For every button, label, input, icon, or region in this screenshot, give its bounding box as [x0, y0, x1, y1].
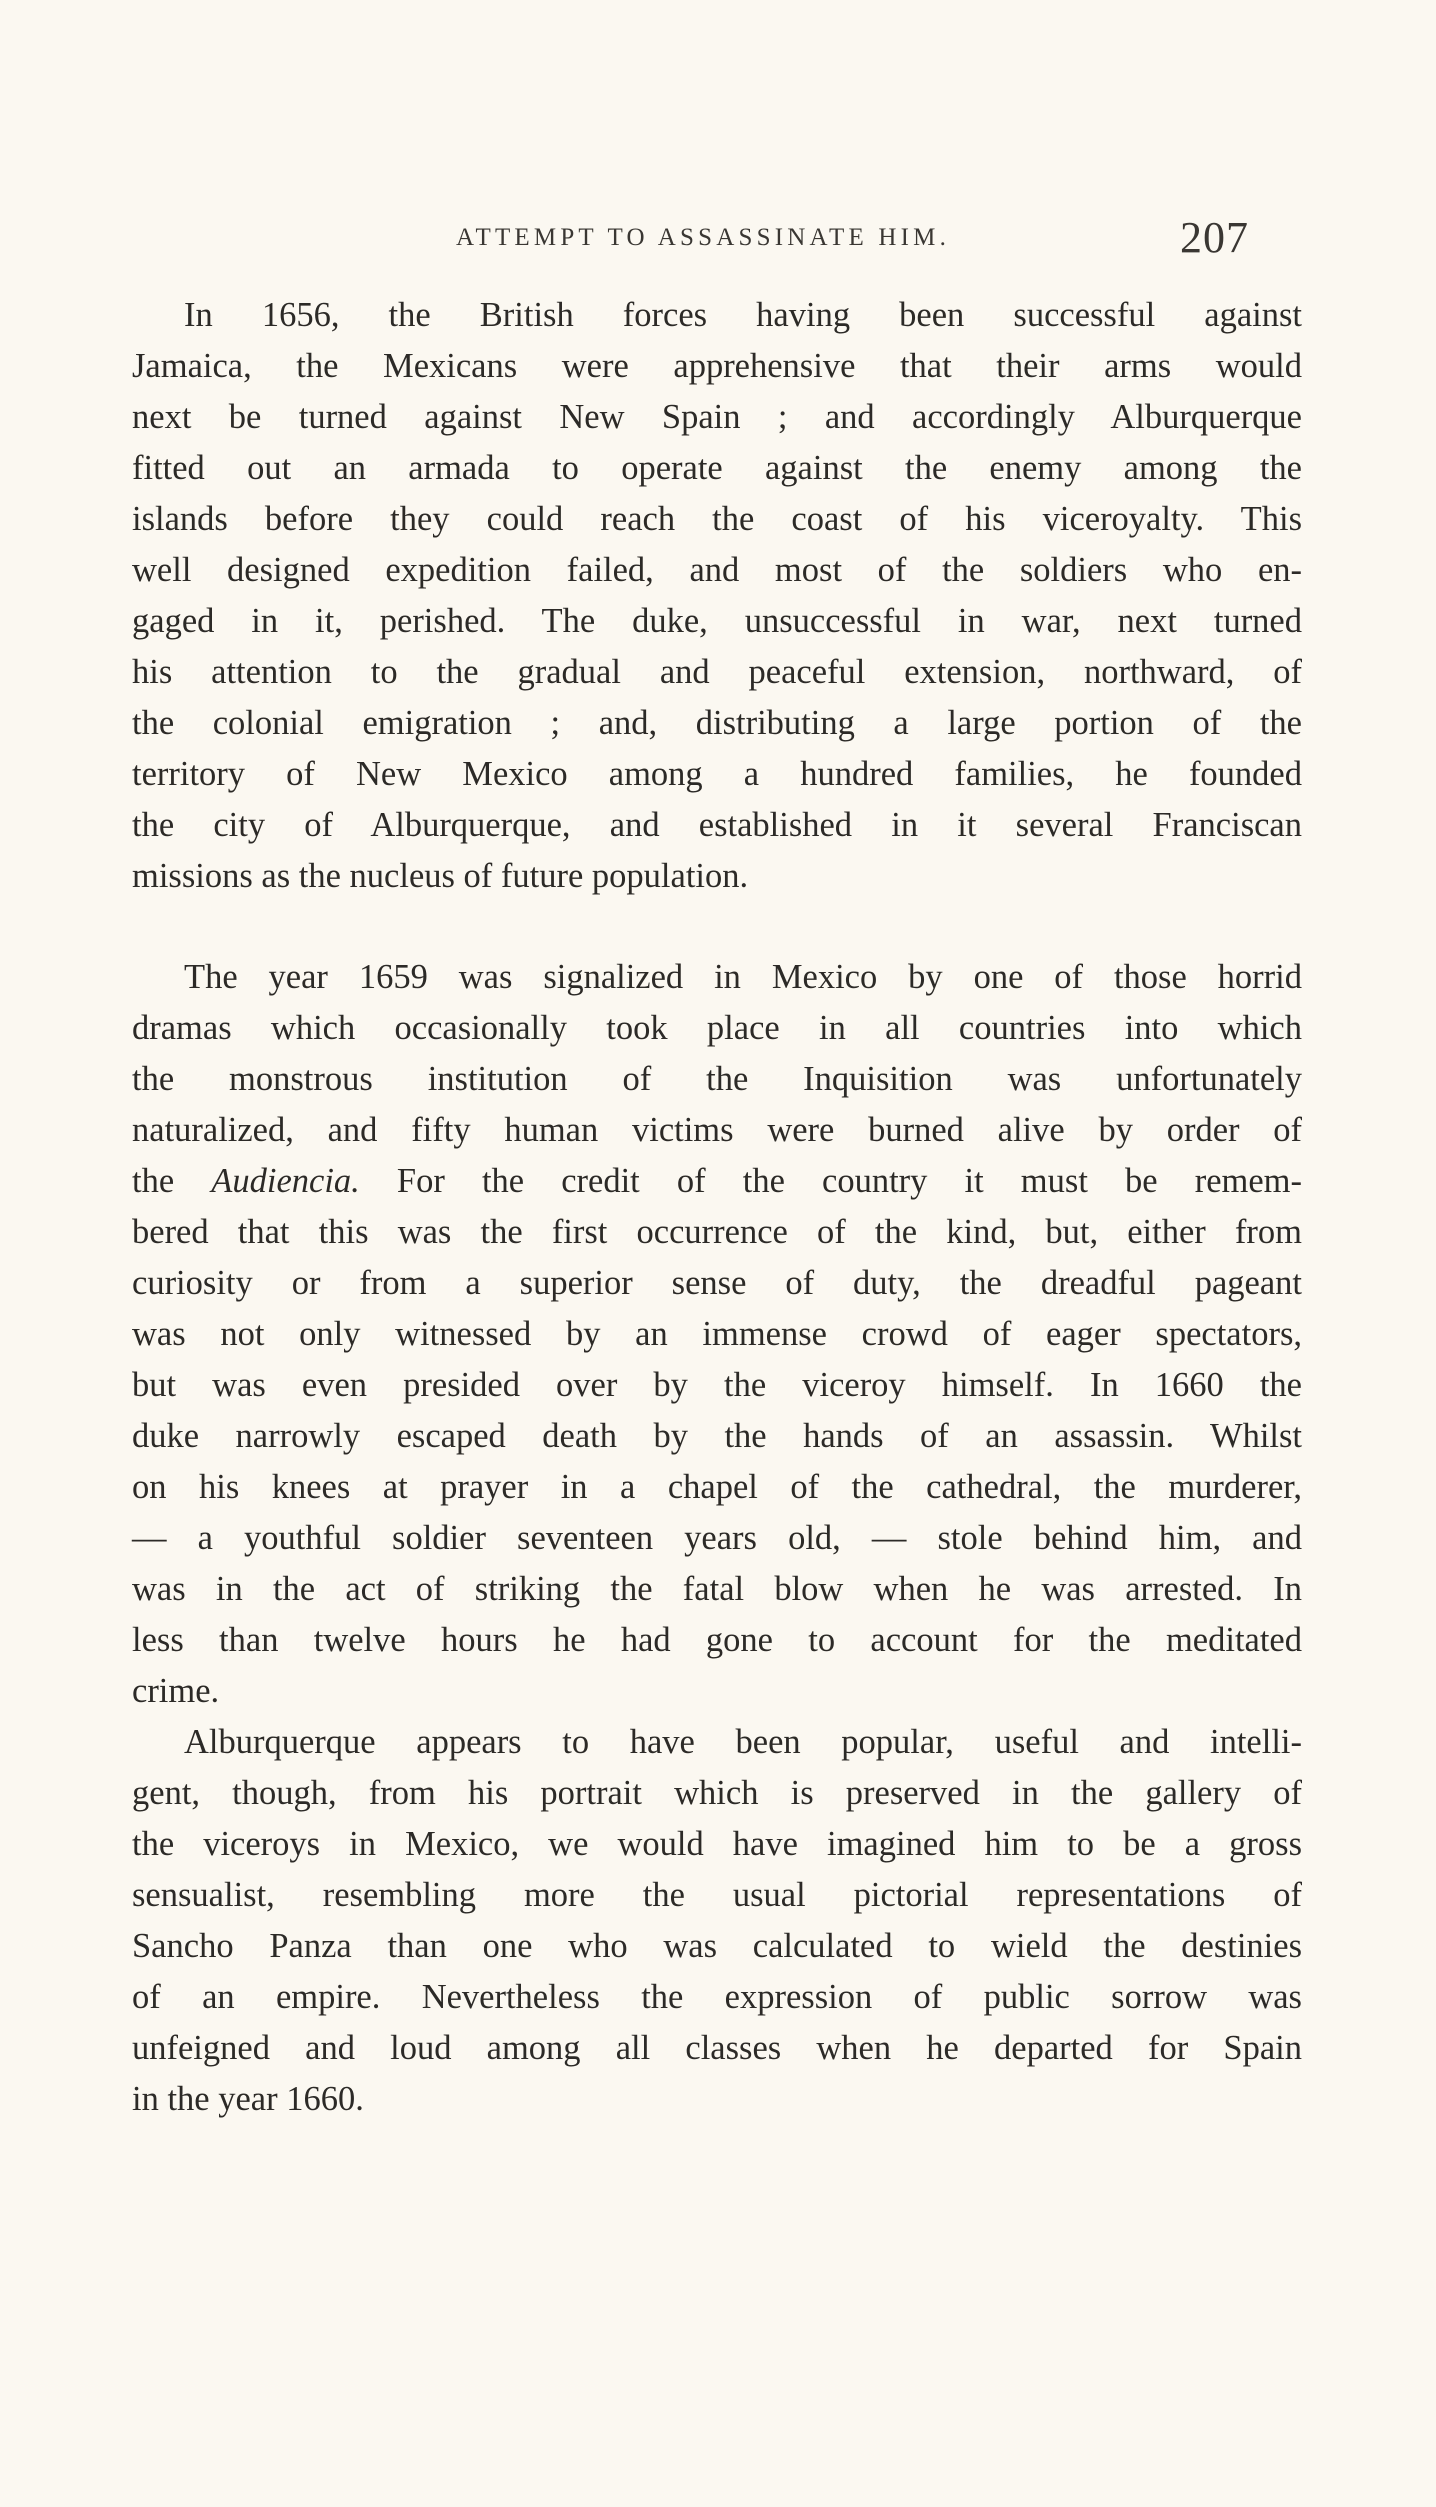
text-line: missions as the nucleus of future population.: [132, 857, 749, 895]
text-line: — a youthful soldier seventeen years old, — stole behind him, and: [132, 1519, 1302, 1557]
text-line: of an empire. Nevertheless the expression of public sorrow was: [132, 1978, 1302, 2016]
text-line: fitted out an armada to operate against the enemy among the: [132, 449, 1302, 487]
text-line: on his knees at prayer in a chapel of the cathedral, the murderer,: [132, 1468, 1302, 1506]
text-line: in the year 1660.: [132, 2080, 364, 2118]
text-line: the monstrous institution of the Inquisition was unfortunately: [132, 1060, 1302, 1098]
text-line: unfeigned and loud among all classes when he departed for Spain: [132, 2029, 1302, 2067]
text-line: his attention to the gradual and peaceful extension, northward, of: [132, 653, 1302, 691]
text-line: the colonial emigration ; and, distributing a large portion of the: [132, 704, 1302, 742]
text-line: well designed expedition failed, and most of the soldiers who en-: [132, 551, 1302, 589]
running-head: [0, 212, 1436, 262]
text-line: the viceroys in Mexico, we would have imagined him to be a gross: [132, 1825, 1302, 1863]
paragraph-spacer: [132, 902, 1302, 952]
line-suffix: For the credit of the country it must be remem-: [359, 1162, 1302, 1200]
text-line: the city of Alburquerque, and established in it several Franciscan: [132, 806, 1302, 844]
text-line: islands before they could reach the coast of his viceroyalty. This: [132, 500, 1302, 538]
text-line: Sancho Panza than one who was calculated to wield the destinies: [132, 1927, 1302, 1965]
text-line: dramas which occasionally took place in all countries into which: [132, 1009, 1302, 1047]
text-line: curiosity or from a superior sense of duty, the dreadful pageant: [132, 1264, 1302, 1302]
text-line: was in the act of striking the fatal blow when he was arrested. In: [132, 1570, 1302, 1608]
paragraph-1: [132, 290, 1302, 902]
page-number: 207: [1180, 213, 1249, 262]
text-line: was not only witnessed by an immense crowd of eager spectators,: [132, 1315, 1302, 1353]
text-line: In 1656, the British forces having been successful against: [184, 296, 1302, 334]
text-line: duke narrowly escaped death by the hands of an assassin. Whilst: [132, 1417, 1302, 1455]
text-line-with-italic: [132, 1156, 1302, 1207]
text-line: gent, though, from his portrait which is preserved in the gallery of: [132, 1774, 1302, 1812]
text-line: gaged in it, perished. The duke, unsuccessful in war, next turned: [132, 602, 1302, 640]
running-title: ATTEMPT TO ASSASSINATE HIM.: [456, 224, 951, 251]
text-line: sensualist, resembling more the usual pictorial representations of: [132, 1876, 1302, 1914]
text-line: crime.: [132, 1672, 220, 1710]
text-line: Alburquerque appears to have been popular, useful and intelli-: [184, 1723, 1302, 1761]
text-line: but was even presided over by the viceroy himself. In 1660 the: [132, 1366, 1302, 1404]
paragraph-2: [132, 952, 1302, 1717]
italic-term-audiencia: Audiencia.: [211, 1162, 360, 1200]
text-line: less than twelve hours he had gone to account for the meditated: [132, 1621, 1302, 1659]
text-line: Jamaica, the Mexicans were apprehensive that their arms would: [132, 347, 1302, 385]
body-text: [132, 290, 1302, 2125]
text-line: bered that this was the first occurrence of the kind, but, either from: [132, 1213, 1302, 1251]
text-line: next be turned against New Spain ; and accordingly Alburquerque: [132, 398, 1302, 436]
text-line: territory of New Mexico among a hundred families, he founded: [132, 755, 1302, 793]
text-line: naturalized, and fifty human victims were burned alive by order of: [132, 1111, 1302, 1149]
line-prefix: the: [132, 1162, 212, 1200]
paragraph-3: [132, 1717, 1302, 2125]
text-line: The year 1659 was signalized in Mexico by one of those horrid: [184, 958, 1302, 996]
